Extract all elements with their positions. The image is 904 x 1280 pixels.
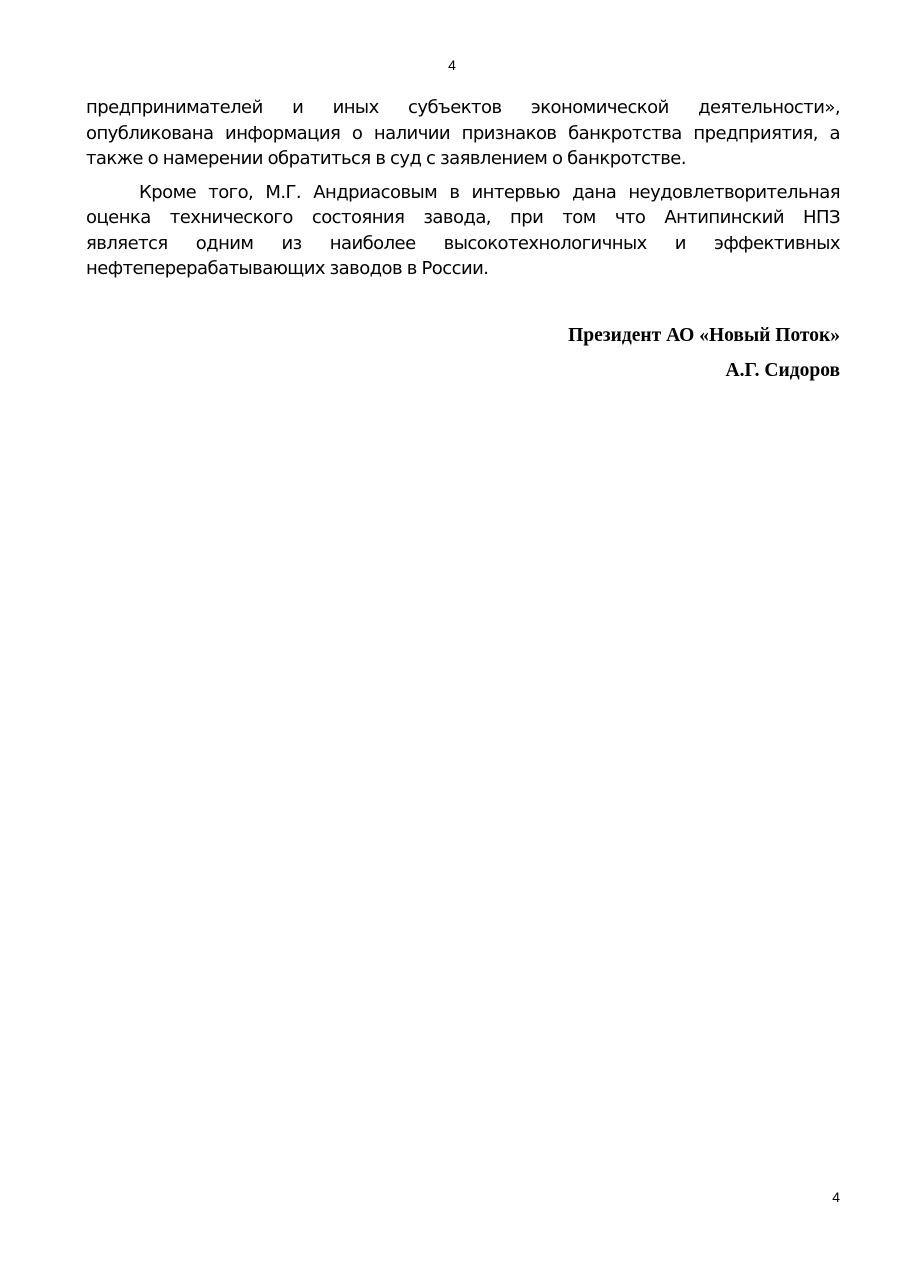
paragraph-1-line-3: также о намерении обратиться в суд с заявлением о банкротстве. — [86, 148, 687, 169]
document-body — [86, 95, 840, 282]
signatory-name: А.Г. Сидоров — [725, 360, 840, 381]
signatory-title: Президент АО «Новый Поток» — [568, 325, 840, 346]
paragraph-2 — [86, 180, 840, 282]
signature-block — [568, 322, 840, 384]
paragraph-2-line-1: Кроме того, М.Г. Андриасовым в интервью дана неудовлетворительная — [139, 181, 840, 203]
paragraph-1 — [86, 95, 840, 172]
paragraph-2-line-2: оценка технического состояния завода, при том что Антипинский НПЗ — [86, 207, 840, 228]
header-page-number: 4 — [448, 57, 456, 73]
paragraph-1-line-1: предпринимателей и иных субъектов экономической деятельности», — [86, 97, 840, 118]
paragraph-2-line-3: является одним из наиболее высокотехнологичных и эффективных — [86, 232, 840, 254]
paragraph-1-line-2: опубликована информация о наличии признаков банкротства предприятия, а — [86, 122, 840, 144]
paragraph-2-line-4: нефтеперерабатывающих заводов в России. — [86, 258, 489, 279]
footer-page-number: 4 — [832, 1189, 840, 1205]
